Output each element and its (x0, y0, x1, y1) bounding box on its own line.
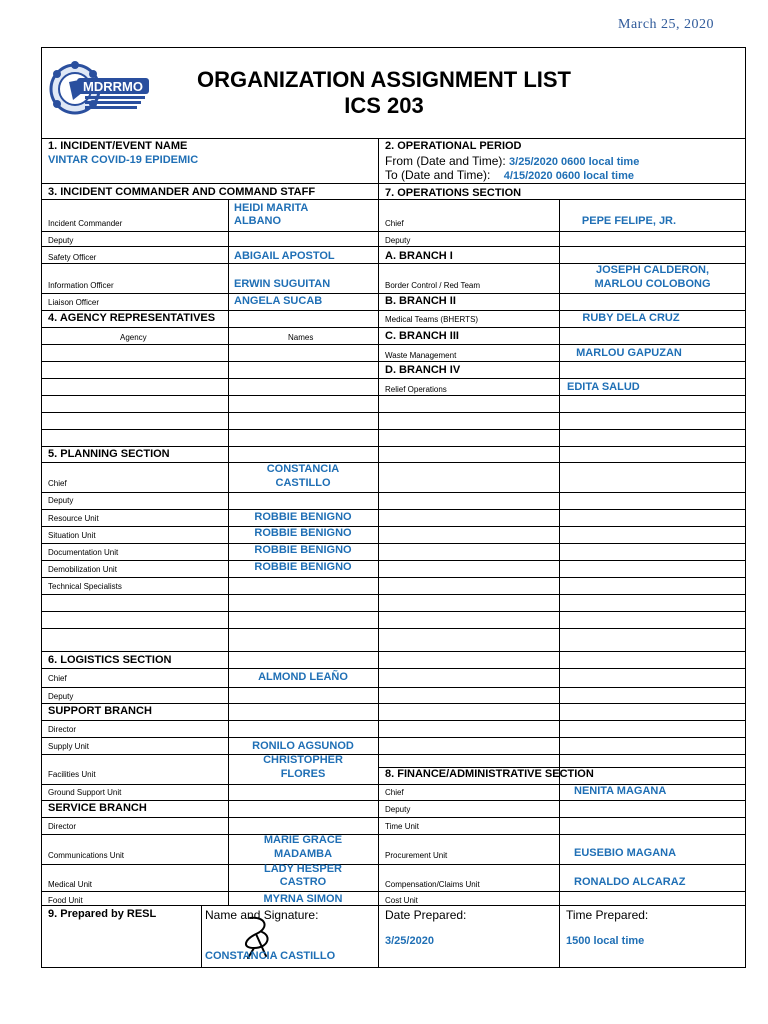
medical-unit-label: Medical Unit (48, 880, 93, 889)
operations-chief-label: Chief (385, 219, 404, 228)
technical-specialists-label: Technical Specialists (48, 582, 122, 591)
logistics-chief-label: Chief (48, 674, 67, 683)
time-unit-label: Time Unit (385, 822, 419, 831)
planning-deputy-label: Deputy (48, 496, 74, 505)
divider (41, 905, 746, 906)
facilities-unit-value-1: CHRISTOPHER (263, 754, 343, 766)
service-director-label: Director (48, 822, 77, 831)
border-control-label: Border Control / Red Team (385, 281, 481, 290)
branch-1-header: A. BRANCH I (385, 250, 453, 262)
liaison-officer-label: Liaison Officer (48, 298, 99, 307)
information-officer-value: ERWIN SUGUITAN (234, 278, 331, 290)
finance-chief-value: NENITA MAGANA (574, 785, 667, 797)
relief-operations-label: Relief Operations (385, 385, 447, 394)
incident-commander-label: Incident Commander (48, 219, 123, 228)
medical-unit-value-1: LADY HESPER (263, 863, 343, 875)
procurement-unit-label: Procurement Unit (385, 851, 448, 860)
relief-operations-value: EDITA SALUD (567, 381, 640, 393)
support-director-label: Director (48, 725, 77, 734)
finance-chief-label: Chief (385, 788, 404, 797)
demobilization-unit-label: Demobilization Unit (48, 565, 117, 574)
to-label: To (Date and Time): (385, 168, 491, 182)
cost-unit-label: Cost Unit (385, 896, 418, 905)
form-title: ORGANIZATION ASSIGNMENT LIST (197, 67, 571, 92)
compensation-claims-label: Compensation/Claims Unit (385, 880, 480, 889)
incident-commander-value-1: HEIDI MARITA (234, 202, 309, 214)
documentation-unit-value: ROBBIE BENIGNO (254, 544, 352, 556)
incident-commander-value-2: ALBANO (234, 215, 282, 227)
documentation-unit-label: Documentation Unit (48, 548, 119, 557)
communications-unit-value-1: MARIE GRACE (263, 834, 343, 846)
divider (41, 183, 746, 184)
planning-section-header: 5. PLANNING SECTION (48, 448, 170, 460)
command-staff-header: 3. INCIDENT COMMANDER AND COMMAND STAFF (48, 186, 316, 198)
food-unit-value: MYRNA SIMON (263, 893, 343, 905)
divider (41, 138, 746, 139)
facilities-unit-label: Facilities Unit (48, 770, 96, 779)
time-prepared-label: Time Prepared: (566, 908, 649, 922)
compensation-claims-value: RONALDO ALCARAZ (574, 876, 686, 888)
to-value: 4/15/2020 0600 local time (503, 170, 634, 182)
operational-period-from (385, 154, 639, 168)
date-prepared-label: Date Prepared: (385, 908, 467, 922)
communications-unit-value-2: MADAMBA (273, 848, 333, 860)
information-officer-label: Information Officer (48, 281, 114, 290)
situation-unit-value: ROBBIE BENIGNO (254, 527, 352, 539)
resource-unit-value: ROBBIE BENIGNO (254, 511, 352, 523)
procurement-unit-value: EUSEBIO MAGANA (574, 847, 677, 859)
incident-name-value: VINTAR COVID-19 EPIDEMIC (48, 154, 199, 166)
service-branch-header: SERVICE BRANCH (48, 802, 147, 814)
logistics-deputy-label: Deputy (48, 692, 74, 701)
demobilization-unit-value: ROBBIE BENIGNO (254, 561, 352, 573)
supply-unit-label: Supply Unit (48, 742, 89, 751)
ground-support-unit-label: Ground Support Unit (48, 788, 122, 797)
medical-teams-value: RUBY DELA CRUZ (582, 312, 680, 324)
safety-officer-value: ABIGAIL APOSTOL (234, 250, 335, 262)
name-signature-label: Name and Signature: (205, 908, 319, 922)
border-control-value-2: MARLOU COLOBONG (594, 278, 711, 290)
logistics-chief-value: ALMOND LEAÑO (258, 671, 348, 683)
resource-unit-label: Resource Unit (48, 514, 99, 523)
support-branch-header: SUPPORT BRANCH (48, 705, 152, 717)
operational-period-header: 2. OPERATIONAL PERIOD (385, 140, 522, 152)
incident-name-header: 1. INCIDENT/EVENT NAME (48, 140, 188, 152)
medical-unit-value-2: CASTRO (279, 876, 327, 888)
food-unit-label: Food Unit (48, 896, 83, 905)
agency-column-header: Agency (120, 333, 147, 342)
branch-3-header: C. BRANCH III (385, 330, 459, 342)
cs-deputy-label: Deputy (48, 236, 74, 245)
liaison-officer-value: ANGELA SUCAB (234, 295, 323, 307)
supply-unit-value: RONILO AGSUNOD (252, 740, 354, 752)
from-value: 3/25/2020 0600 local time (509, 156, 640, 168)
planning-chief-label: Chief (48, 479, 67, 488)
safety-officer-label: Safety Officer (48, 253, 97, 262)
border-control-value-1: JOSEPH CALDERON, (595, 264, 710, 276)
branch-2-header: B. BRANCH II (385, 295, 456, 307)
document-date: March 25, 2020 (618, 17, 715, 32)
waste-management-label: Waste Management (385, 351, 457, 360)
finance-deputy-label: Deputy (385, 805, 411, 814)
waste-management-value: MARLOU GAPUZAN (576, 347, 682, 359)
logistics-section-header: 6. LOGISTICS SECTION (48, 654, 172, 666)
operations-section-header: 7. OPERATIONS SECTION (385, 187, 522, 199)
operations-chief-value: PEPE FELIPE, JR. (581, 215, 677, 227)
time-prepared-value: 1500 local time (566, 935, 645, 947)
names-column-header: Names (288, 333, 314, 342)
prepared-by-name: CONSTANCIA CASTILLO (205, 950, 336, 962)
finance-section-header: 8. FINANCE/ADMINISTRATIVE SECTION (385, 768, 594, 780)
branch-4-header: D. BRANCH IV (385, 364, 461, 376)
facilities-unit-value-2: FLORES (280, 768, 326, 780)
operational-period-to (385, 168, 634, 182)
svg-text:MDRRMO: MDRRMO (83, 79, 143, 94)
medical-teams-label: Medical Teams (BHERTS) (385, 315, 479, 324)
form-code: ICS 203 (344, 93, 424, 118)
situation-unit-label: Situation Unit (48, 531, 96, 540)
operations-deputy-label: Deputy (385, 236, 411, 245)
prepared-by-header: 9. Prepared by RESL (48, 908, 157, 920)
communications-unit-label: Communications Unit (48, 851, 125, 860)
planning-chief-value-2: CASTILLO (275, 477, 331, 489)
from-label: From (Date and Time): (385, 154, 506, 168)
date-prepared-value: 3/25/2020 (385, 935, 434, 947)
planning-chief-value-1: CONSTANCIA (266, 463, 340, 475)
agency-representatives-header: 4. AGENCY REPRESENTATIVES (48, 312, 216, 324)
